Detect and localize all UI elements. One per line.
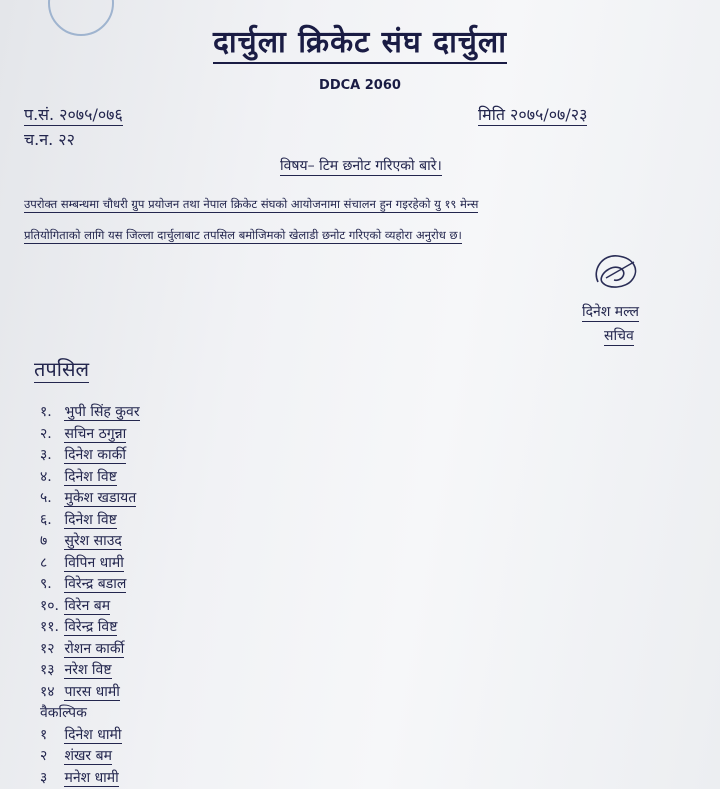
player-row: ९. विरेन्द्र बडाल [40, 576, 127, 592]
signatory-title: सचिव [604, 328, 634, 344]
player-row: १. भुपी सिंह कुवर [40, 404, 140, 420]
alternate-row: ३ मनेश धामी [40, 769, 119, 786]
player-name: सुरेश साउद [64, 533, 122, 549]
player-name: दिनेश विष्ट [64, 468, 117, 485]
alternate-name: शंखर बम [64, 748, 112, 764]
player-row: ७ सुरेश साउद [40, 533, 122, 549]
player-name: नरेश विष्ट [64, 662, 112, 678]
player-row: ६. दिनेश विष्ट [40, 511, 117, 528]
player-name: विपिन धामी [64, 554, 124, 571]
player-row: ११. विरेन्द्र विष्ट [40, 619, 118, 635]
player-list [40, 402, 140, 789]
player-name: भुपी सिंह कुवर [64, 404, 140, 420]
alternate-row: १ दिनेश धामी [40, 726, 122, 743]
player-name: मुकेश खडायत [64, 490, 137, 506]
player-name: दिनेश कार्की [64, 447, 127, 463]
body-text-line-2: प्रतियोगिताको लागि यस जिल्ला दार्चुलाबाट तपसिल बमोजिमको खेलाडी छनोट गरिएको व्यहोरा अनुरोध छ। [24, 228, 462, 242]
player-name: दिनेश विष्ट [64, 511, 117, 528]
player-row: १४ पारस धामी [40, 683, 120, 700]
player-row: ३. दिनेश कार्की [40, 447, 127, 463]
body-text-line-1: उपरोक्त सम्बन्धमा चौधरी ग्रुप प्रयोजन तथा नेपाल क्रिकेट संघको आयोजनामा संचालन हुन गइरहेको यु १९ मेन्स [24, 197, 479, 211]
reference-number: प.सं. २०७५/०७६ [24, 105, 123, 124]
player-row: ४. दिनेश विष्ट [40, 468, 117, 485]
letterhead-subtitle: DDCA 2060 [319, 78, 401, 93]
player-name: विरेन्द्र बडाल [64, 576, 127, 592]
player-name: रोशन कार्की [64, 640, 125, 657]
letterhead-title: दार्चुला क्रिकेट संघ दार्चुला [0, 20, 720, 61]
player-row: १३ नरेश विष्ट [40, 662, 112, 678]
alternates-heading: वैकल्पिक [40, 705, 87, 721]
player-name: सचिन ठगुन्ना [64, 425, 127, 442]
player-name: विरेन बम [64, 597, 111, 614]
list-heading: तपसिल [34, 357, 90, 381]
player-row: १२ रोशन कार्की [40, 640, 125, 657]
signature-icon [588, 248, 648, 294]
letter-date: मिति २०७५/०७/२३ [478, 105, 588, 124]
letter-subject: विषय– टिम छनोट गरिएको बारे। [280, 158, 442, 174]
dispatch-number: च.न. २२ [24, 130, 75, 149]
player-name: विरेन्द्र विष्ट [64, 619, 118, 635]
alternate-name: मनेश धामी [64, 769, 119, 786]
player-row: ५. मुकेश खडायत [40, 490, 137, 506]
signatory-name: दिनेश मल्ल [582, 304, 639, 320]
alternate-row: २ शंखर बम [40, 748, 112, 764]
player-row: १०. विरेन बम [40, 597, 111, 614]
player-row: २. सचिन ठगुन्ना [40, 425, 127, 442]
alternate-name: दिनेश धामी [64, 726, 122, 743]
player-row: ८ विपिन धामी [40, 554, 124, 571]
player-name: पारस धामी [64, 683, 120, 700]
